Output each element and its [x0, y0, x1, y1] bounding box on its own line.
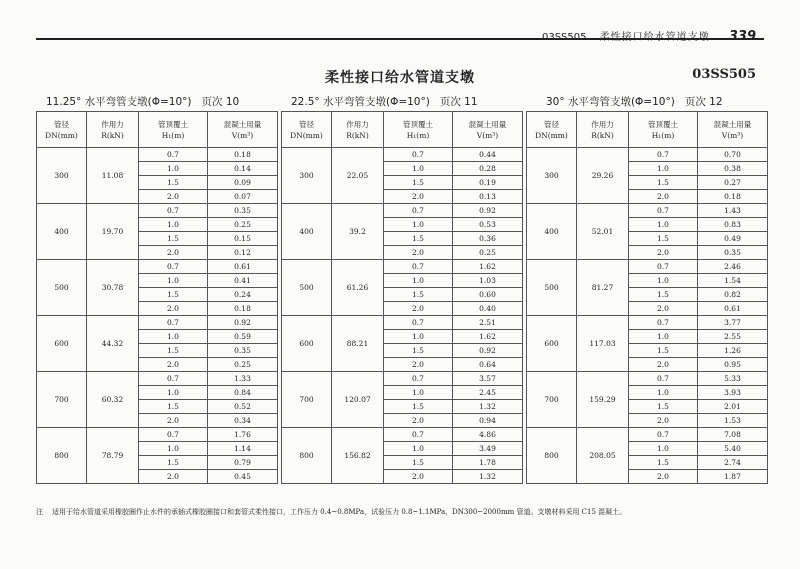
pipe-diameter-cell: 800 [282, 428, 332, 484]
cover-depth-cell: 1.5 [629, 288, 698, 302]
column-header-v [453, 112, 523, 148]
force-cell: 22.05 [332, 148, 384, 204]
cover-depth-cell: 2.0 [139, 470, 208, 484]
table-row [282, 148, 523, 162]
table-header-row [37, 112, 278, 148]
data-table-11-25 [36, 111, 278, 484]
concrete-volume-cell: 0.40 [453, 302, 523, 316]
pipe-diameter-cell: 700 [37, 372, 87, 428]
concrete-volume-cell: 0.82 [698, 288, 768, 302]
cover-depth-cell: 2.0 [629, 246, 698, 260]
cover-depth-cell: 1.5 [384, 176, 453, 190]
concrete-volume-cell: 0.35 [208, 344, 278, 358]
concrete-volume-cell: 0.95 [698, 358, 768, 372]
column-header-line: DN(mm) [535, 130, 568, 140]
table-row [282, 428, 523, 442]
column-header-h [139, 112, 208, 148]
concrete-volume-cell: 2.55 [698, 330, 768, 344]
force-cell: 61.26 [332, 260, 384, 316]
column-header-line: 管径 [544, 119, 559, 129]
cover-depth-cell: 1.5 [139, 288, 208, 302]
pipe-diameter-cell: 500 [37, 260, 87, 316]
cover-depth-cell: 0.7 [629, 148, 698, 162]
table-row [527, 260, 768, 274]
column-header-line: 作用力 [591, 119, 614, 129]
concrete-volume-cell: 0.18 [208, 302, 278, 316]
cover-depth-cell: 0.7 [629, 372, 698, 386]
pipe-diameter-cell: 400 [527, 204, 577, 260]
table-row [37, 316, 278, 330]
concrete-volume-cell: 1.62 [453, 330, 523, 344]
column-header-line: 管顶覆土 [403, 119, 433, 129]
table-row [37, 204, 278, 218]
cover-depth-cell: 0.7 [139, 316, 208, 330]
cover-depth-cell: 1.5 [384, 400, 453, 414]
concrete-volume-cell: 0.64 [453, 358, 523, 372]
cover-depth-cell: 0.7 [384, 148, 453, 162]
cover-depth-cell: 2.0 [384, 470, 453, 484]
concrete-volume-cell: 1.53 [698, 414, 768, 428]
column-header-h [629, 112, 698, 148]
concrete-volume-cell: 5.40 [698, 442, 768, 456]
table-row [527, 316, 768, 330]
concrete-volume-cell: 2.46 [698, 260, 768, 274]
cover-depth-cell: 0.7 [384, 204, 453, 218]
force-cell: 208.05 [577, 428, 629, 484]
cover-depth-cell: 1.0 [629, 274, 698, 288]
table-header-row [282, 112, 523, 148]
concrete-volume-cell: 1.78 [453, 456, 523, 470]
concrete-volume-cell: 3.93 [698, 386, 768, 400]
pipe-diameter-cell: 400 [282, 204, 332, 260]
table-header-row [527, 112, 768, 148]
force-cell: 81.27 [577, 260, 629, 316]
column-header-line: 管顶覆土 [158, 119, 188, 129]
concrete-volume-cell: 0.14 [208, 162, 278, 176]
pipe-diameter-cell: 500 [527, 260, 577, 316]
table-page-ref: 页次 10 [201, 96, 240, 108]
cover-depth-cell: 0.7 [384, 260, 453, 274]
concrete-volume-cell: 0.92 [208, 316, 278, 330]
cover-depth-cell: 0.7 [384, 372, 453, 386]
table-row [527, 372, 768, 386]
column-header-r [577, 112, 629, 148]
cover-depth-cell: 2.0 [629, 414, 698, 428]
cover-depth-cell: 0.7 [139, 148, 208, 162]
table-row [527, 428, 768, 442]
table-page-ref: 页次 12 [684, 96, 723, 108]
table-row [282, 316, 523, 330]
cover-depth-cell: 2.0 [384, 302, 453, 316]
force-cell: 44.32 [87, 316, 139, 372]
concrete-volume-cell: 7.08 [698, 428, 768, 442]
page-title: 柔性接口给水管道支墩 [325, 70, 475, 86]
column-header-line: 作用力 [346, 119, 369, 129]
concrete-volume-cell: 0.59 [208, 330, 278, 344]
table-row [282, 372, 523, 386]
column-header-r [87, 112, 139, 148]
table-heading-1 [46, 94, 239, 109]
cover-depth-cell: 1.5 [139, 400, 208, 414]
cover-depth-cell: 0.7 [629, 316, 698, 330]
concrete-volume-cell: 0.24 [208, 288, 278, 302]
concrete-volume-cell: 0.49 [698, 232, 768, 246]
cover-depth-cell: 1.0 [629, 330, 698, 344]
cover-depth-cell: 0.7 [629, 428, 698, 442]
concrete-volume-cell: 2.51 [453, 316, 523, 330]
pipe-diameter-cell: 700 [282, 372, 332, 428]
cover-depth-cell: 2.0 [139, 246, 208, 260]
column-header-line: H₁(m) [651, 130, 675, 140]
concrete-volume-cell: 0.79 [208, 456, 278, 470]
data-table-30 [526, 111, 768, 484]
force-cell: 52.01 [577, 204, 629, 260]
column-header-line: 管径 [54, 119, 69, 129]
table-row [37, 148, 278, 162]
force-cell: 117.03 [577, 316, 629, 372]
column-header-dn [527, 112, 577, 148]
force-cell: 88.21 [332, 316, 384, 372]
cover-depth-cell: 2.0 [139, 190, 208, 204]
concrete-volume-cell: 0.25 [208, 218, 278, 232]
concrete-volume-cell: 2.01 [698, 400, 768, 414]
concrete-volume-cell: 0.61 [208, 260, 278, 274]
cover-depth-cell: 1.5 [629, 400, 698, 414]
concrete-volume-cell: 2.45 [453, 386, 523, 400]
column-header-r [332, 112, 384, 148]
concrete-volume-cell: 0.70 [698, 148, 768, 162]
cover-depth-cell: 2.0 [629, 302, 698, 316]
pipe-diameter-cell: 600 [282, 316, 332, 372]
concrete-volume-cell: 0.41 [208, 274, 278, 288]
cover-depth-cell: 1.0 [139, 386, 208, 400]
cover-depth-cell: 1.0 [629, 218, 698, 232]
column-header-h [384, 112, 453, 148]
concrete-volume-cell: 0.83 [698, 218, 768, 232]
concrete-volume-cell: 0.53 [453, 218, 523, 232]
table-row [527, 148, 768, 162]
cover-depth-cell: 1.5 [384, 232, 453, 246]
table-page-ref: 页次 11 [439, 96, 478, 108]
concrete-volume-cell: 0.35 [208, 204, 278, 218]
concrete-volume-cell: 2.74 [698, 456, 768, 470]
pipe-diameter-cell: 300 [282, 148, 332, 204]
concrete-volume-cell: 0.27 [698, 176, 768, 190]
cover-depth-cell: 1.5 [139, 344, 208, 358]
concrete-volume-cell: 5.33 [698, 372, 768, 386]
column-header-line: 混凝土用量 [468, 119, 507, 129]
concrete-volume-cell: 1.26 [698, 344, 768, 358]
running-header-code: 03SS505 [541, 32, 587, 43]
table-heading-3 [546, 94, 723, 109]
cover-depth-cell: 2.0 [139, 358, 208, 372]
column-header-dn [37, 112, 87, 148]
table-row [527, 204, 768, 218]
force-cell: 39.2 [332, 204, 384, 260]
column-header-line: 管径 [299, 119, 314, 129]
force-cell: 30.78 [87, 260, 139, 316]
pipe-diameter-cell: 300 [37, 148, 87, 204]
cover-depth-cell: 1.0 [139, 330, 208, 344]
concrete-volume-cell: 0.25 [453, 246, 523, 260]
table-row [282, 260, 523, 274]
concrete-volume-cell: 0.25 [208, 358, 278, 372]
concrete-volume-cell: 0.34 [208, 414, 278, 428]
cover-depth-cell: 1.0 [629, 442, 698, 456]
pipe-diameter-cell: 600 [37, 316, 87, 372]
column-header-line: V(m³) [476, 130, 499, 140]
cover-depth-cell: 1.0 [384, 274, 453, 288]
table-heading-text: 11.25° 水平弯管支墩(Φ=10°) [46, 96, 192, 108]
pipe-diameter-cell: 600 [527, 316, 577, 372]
concrete-volume-cell: 1.32 [453, 400, 523, 414]
column-header-v [208, 112, 278, 148]
cover-depth-cell: 1.0 [139, 218, 208, 232]
cover-depth-cell: 2.0 [629, 470, 698, 484]
concrete-volume-cell: 4.86 [453, 428, 523, 442]
concrete-volume-cell: 0.13 [453, 190, 523, 204]
column-header-line: R(kN) [101, 130, 124, 140]
cover-depth-cell: 1.0 [139, 274, 208, 288]
cover-depth-cell: 1.0 [384, 386, 453, 400]
cover-depth-cell: 0.7 [139, 260, 208, 274]
running-header-title: 柔性接口给水管道支墩 [599, 32, 710, 43]
table-row [37, 428, 278, 442]
cover-depth-cell: 1.5 [629, 232, 698, 246]
concrete-volume-cell: 1.32 [453, 470, 523, 484]
column-header-line: 作用力 [101, 119, 124, 129]
cover-depth-cell: 2.0 [384, 358, 453, 372]
concrete-volume-cell: 0.60 [453, 288, 523, 302]
concrete-volume-cell: 1.54 [698, 274, 768, 288]
column-header-v [698, 112, 768, 148]
concrete-volume-cell: 0.52 [208, 400, 278, 414]
concrete-volume-cell: 0.61 [698, 302, 768, 316]
pipe-diameter-cell: 800 [37, 428, 87, 484]
pipe-diameter-cell: 700 [527, 372, 577, 428]
concrete-volume-cell: 0.12 [208, 246, 278, 260]
concrete-volume-cell: 3.49 [453, 442, 523, 456]
cover-depth-cell: 1.0 [629, 162, 698, 176]
cover-depth-cell: 1.5 [629, 176, 698, 190]
column-header-line: H₁(m) [161, 130, 185, 140]
cover-depth-cell: 1.0 [139, 442, 208, 456]
force-cell: 11.08 [87, 148, 139, 204]
cover-depth-cell: 1.5 [139, 456, 208, 470]
concrete-volume-cell: 0.19 [453, 176, 523, 190]
concrete-volume-cell: 3.77 [698, 316, 768, 330]
concrete-volume-cell: 1.87 [698, 470, 768, 484]
concrete-volume-cell: 0.07 [208, 190, 278, 204]
concrete-volume-cell: 1.03 [453, 274, 523, 288]
column-header-line: H₁(m) [406, 130, 430, 140]
concrete-volume-cell: 0.44 [453, 148, 523, 162]
concrete-volume-cell: 0.09 [208, 176, 278, 190]
cover-depth-cell: 0.7 [139, 204, 208, 218]
cover-depth-cell: 2.0 [384, 414, 453, 428]
cover-depth-cell: 0.7 [629, 204, 698, 218]
column-header-line: 混凝土用量 [223, 119, 262, 129]
pipe-diameter-cell: 400 [37, 204, 87, 260]
cover-depth-cell: 1.5 [384, 344, 453, 358]
cover-depth-cell: 1.0 [629, 386, 698, 400]
data-table-22-5 [281, 111, 523, 484]
cover-depth-cell: 1.0 [384, 330, 453, 344]
concrete-volume-cell: 0.18 [698, 190, 768, 204]
cover-depth-cell: 2.0 [629, 190, 698, 204]
concrete-volume-cell: 0.92 [453, 204, 523, 218]
cover-depth-cell: 2.0 [629, 358, 698, 372]
cover-depth-cell: 0.7 [384, 428, 453, 442]
concrete-volume-cell: 0.28 [453, 162, 523, 176]
column-header-line: R(kN) [346, 130, 369, 140]
cover-depth-cell: 0.7 [139, 428, 208, 442]
table-row [282, 204, 523, 218]
concrete-volume-cell: 0.94 [453, 414, 523, 428]
table-heading-2 [291, 94, 478, 109]
pipe-diameter-cell: 800 [527, 428, 577, 484]
force-cell: 29.26 [577, 148, 629, 204]
cover-depth-cell: 1.5 [139, 232, 208, 246]
cover-depth-cell: 1.5 [629, 344, 698, 358]
column-header-line: V(m³) [721, 130, 744, 140]
cover-depth-cell: 1.0 [384, 442, 453, 456]
pipe-diameter-cell: 500 [282, 260, 332, 316]
cover-depth-cell: 2.0 [384, 246, 453, 260]
concrete-volume-cell: 0.84 [208, 386, 278, 400]
cover-depth-cell: 1.0 [384, 218, 453, 232]
cover-depth-cell: 1.5 [139, 176, 208, 190]
force-cell: 78.79 [87, 428, 139, 484]
concrete-volume-cell: 3.57 [453, 372, 523, 386]
force-cell: 19.70 [87, 204, 139, 260]
concrete-volume-cell: 0.45 [208, 470, 278, 484]
cover-depth-cell: 0.7 [384, 316, 453, 330]
concrete-volume-cell: 1.62 [453, 260, 523, 274]
concrete-volume-cell: 1.14 [208, 442, 278, 456]
cover-depth-cell: 0.7 [139, 372, 208, 386]
footnote-text: 适用于给水管道采用橡胶圈作止水件的承插式橡胶圈接口和套管式柔性接口，工作压力 0.4~0.8MPa，试验压力 0.8~1.1MPa，DN300~2000mm 管道。支墩材料采用 C15 混凝土。 [52, 508, 627, 516]
footnote [36, 507, 764, 518]
cover-depth-cell: 1.0 [139, 162, 208, 176]
drawing-number: 03SS505 [692, 67, 756, 82]
page-number: 339 [728, 29, 756, 44]
concrete-volume-cell: 0.36 [453, 232, 523, 246]
concrete-volume-cell: 0.92 [453, 344, 523, 358]
column-header-line: V(m³) [231, 130, 254, 140]
cover-depth-cell: 2.0 [139, 302, 208, 316]
table-heading-text: 30° 水平弯管支墩(Φ=10°) [546, 96, 675, 108]
cover-depth-cell: 0.7 [629, 260, 698, 274]
column-header-line: DN(mm) [290, 130, 323, 140]
force-cell: 120.07 [332, 372, 384, 428]
pipe-diameter-cell: 300 [527, 148, 577, 204]
footnote-label: 注 [36, 508, 43, 516]
concrete-volume-cell: 0.35 [698, 246, 768, 260]
concrete-volume-cell: 1.33 [208, 372, 278, 386]
column-header-dn [282, 112, 332, 148]
column-header-line: R(kN) [591, 130, 614, 140]
column-header-line: 管顶覆土 [648, 119, 678, 129]
column-header-line: DN(mm) [45, 130, 78, 140]
cover-depth-cell: 2.0 [139, 414, 208, 428]
running-header [542, 28, 756, 44]
concrete-volume-cell: 1.43 [698, 204, 768, 218]
table-row [37, 372, 278, 386]
cover-depth-cell: 1.5 [384, 288, 453, 302]
cover-depth-cell: 1.5 [629, 456, 698, 470]
concrete-volume-cell: 0.18 [208, 148, 278, 162]
cover-depth-cell: 1.5 [384, 456, 453, 470]
force-cell: 156.82 [332, 428, 384, 484]
cover-depth-cell: 1.0 [384, 162, 453, 176]
table-heading-text: 22.5° 水平弯管支墩(Φ=10°) [291, 96, 430, 108]
table-row [37, 260, 278, 274]
column-header-line: 混凝土用量 [713, 119, 752, 129]
concrete-volume-cell: 1.76 [208, 428, 278, 442]
force-cell: 60.32 [87, 372, 139, 428]
cover-depth-cell: 2.0 [384, 190, 453, 204]
force-cell: 159.29 [577, 372, 629, 428]
concrete-volume-cell: 0.38 [698, 162, 768, 176]
concrete-volume-cell: 0.15 [208, 232, 278, 246]
